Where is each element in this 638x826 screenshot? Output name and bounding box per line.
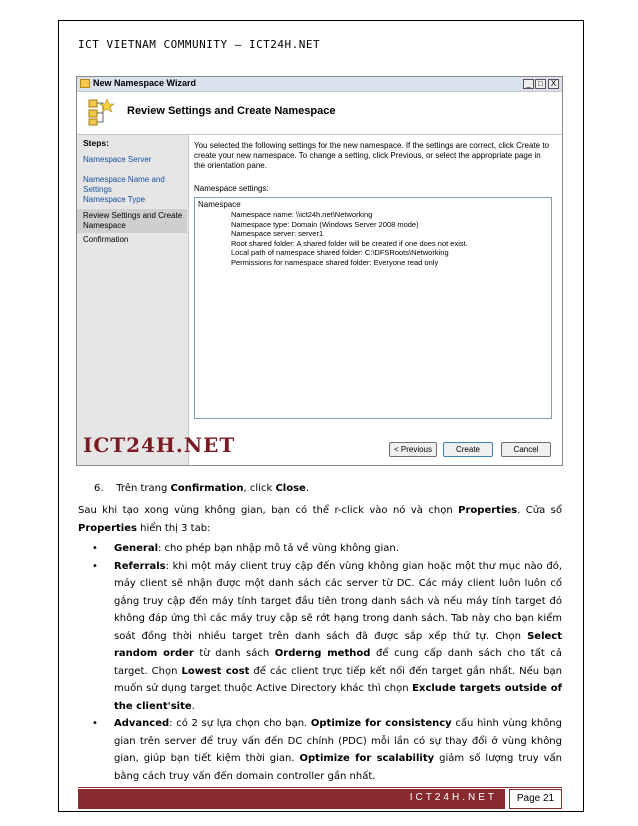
setting-namespace-type: Namespace type: Domain (Windows Server 2008 mode) [231,219,419,229]
select-random-order: Select random order [114,630,562,659]
lowest-cost: Lowest cost [181,665,250,677]
step-6-text-mid: , click [243,483,276,494]
bullet-general [92,540,562,558]
advanced-text-2: cấu hình vùng không gian trên server để truy vấn đến DC chính (PDC) mỗi lần có sự thay đổi ở vùng không gian, giúp bạn tiết kiệm thời gian. [114,718,562,764]
footer-bar [78,789,505,809]
referrals-term: Referrals [114,560,166,572]
step-namespace-name-and-settings[interactable]: Namespace Name and Settings [83,175,165,194]
optimize-for-consistency: Optimize for consistency [310,718,452,729]
wizard-header [77,92,562,135]
close-button[interactable]: X [548,79,559,89]
bullet-marker: • [92,560,98,572]
referrals-text-4: để các client trực tiếp kết nối đến target gần nhất. Nếu bạn muốn sử dụng target thuộc Active Directory khác thì chọn [114,665,563,694]
ict24h-logo-watermark: ICT24H.NET [83,433,236,457]
referrals-text-3: để cung cấp danh sách cho tất cả target. Chọn [114,648,562,677]
previous-button[interactable]: < Previous [389,442,437,457]
bullet-advanced [92,715,562,785]
bullet-marker: • [92,543,98,554]
para-text: Sau khi tạo xong vùng không gian, bạn có thể r-click vào nó và chọn [78,505,459,516]
namespace-settings-box[interactable] [194,197,552,419]
wizard-app-icon [80,79,90,88]
step-6-confirmation: Confirmation [170,483,244,494]
referrals-text-2: từ danh sách [193,648,275,659]
properties-paragraph [78,502,562,537]
step-6-number: 6. [94,483,104,494]
step-namespace-type[interactable]: Namespace Type [83,195,146,204]
step-6-close: Close [275,483,306,494]
para-text-end: hiển thị 3 tab: [136,522,211,534]
wizard-window-title: New Namespace Wizard [93,78,196,88]
wizard-titlebar [77,77,562,92]
wizard-heading: Review Settings and Create Namespace [127,105,336,117]
bullet-marker: • [92,718,98,729]
setting-namespace-server: Namespace server: server1 [231,229,324,238]
setting-namespace-name: Namespace name: \\ict24h.net\Networking [231,210,373,219]
general-text: : cho phép bạn nhập mô tả về vùng không gian. [158,543,399,554]
create-button[interactable]: Create [443,442,493,457]
tab-bullet-list [92,540,562,785]
referrals-text-1: : khi một máy client truy cập đến vùng không gian hoặc một thư mục nào đó, máy client sẽ nhận được một danh sách các server từ DC. Các máy client luôn luôn cố gắng truy cập đến máy tính target đầu tiên trong danh sách và nếu máy tính target đó không đáp ứng thì các máy truy cập sẽ rớt hạng trong danh sách. Tab này cho bạn kiểm soát đồng thời nhiều target trên danh sách đã được sắp xếp thứ tự. Chọn [114,560,562,642]
step-confirmation: Confirmation [83,235,129,244]
step-6-text: Trên trang [116,483,171,494]
referrals-text-5: . [191,700,195,712]
steps-label: Steps: [83,138,109,148]
maximize-button[interactable]: □ [535,79,546,89]
step-namespace-server[interactable]: Namespace Server [83,155,152,164]
namespace-wizard-icon [87,97,115,127]
page-header-title: ICT VIETNAM COMMUNITY – ICT24H.NET [78,38,321,51]
footer-page-number: Page 21 [509,789,562,809]
advanced-term: Advanced [114,718,170,729]
step-review-settings-current: Review Settings and Create Namespace [77,209,187,233]
bullet-referrals [92,558,562,716]
general-term: General [114,543,158,554]
footer-rule [78,787,562,788]
minimize-button[interactable]: _ [523,79,534,89]
para-properties-2: Properties [78,522,137,534]
orderng-method: Orderng method [274,648,371,659]
wizard-intro-text: You selected the following settings for the new namespace. If the settings are correct, click Create to create your new namespace. To change a setting, click Previous, or select the appropriate page in the orientation pane. [194,141,550,170]
footer-site: ICT24H.NET [409,792,497,803]
wizard-window-screenshot [76,76,563,466]
settings-root: Namespace [198,200,241,209]
setting-root-shared-folder: Root shared folder: A shared folder will be created if one does not exist. [231,238,468,248]
step-6-instruction [94,480,578,498]
para-properties-1: Properties [458,505,518,516]
advanced-text-1: : có 2 sự lựa chọn cho bạn. [169,718,311,729]
exclude-targets: Exclude targets outside of the client'site [114,683,562,712]
setting-local-path: Local path of namespace shared folder: C:\DFSRoots\Networking [231,248,449,257]
cancel-button[interactable]: Cancel [501,442,551,457]
step-6-text-end: . [305,483,309,494]
namespace-settings-label: Namespace settings: [194,184,269,193]
setting-permissions: Permissions for namespace shared folder: Everyone read only [231,257,439,267]
optimize-for-scalability: Optimize for scalability [299,753,435,764]
advanced-text-3: giảm số lượng truy vấn bằng cách truy vấn đến domain controller gần nhất. [114,753,563,782]
para-text-mid: . Cửa sổ [517,505,562,516]
